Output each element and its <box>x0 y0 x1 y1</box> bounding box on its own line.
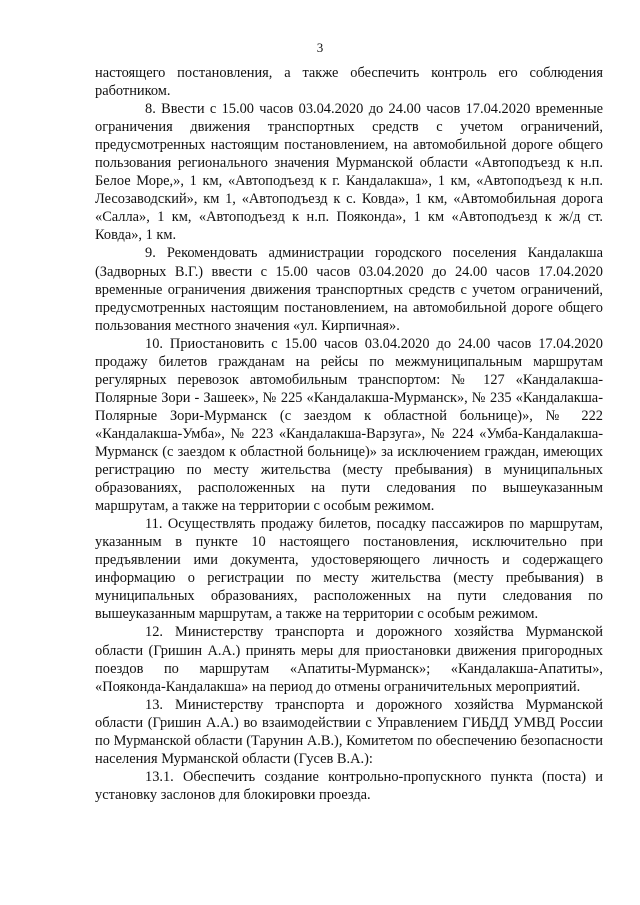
paragraph-10: 10. Приостановить с 15.00 часов 03.04.2020 до 24.00 часов 17.04.2020 продажу билетов гражданам на рейсы по межмуниципальным маршрутам регулярных перевозок автомобильным транспортом: № 127 «Кандалакша-Полярные Зори - Зашеек», № 225 «Кандалакша-Мурманск», № 235 «Кандалакша-Полярные Зори-Мурманск (с заездом к областной больнице)», № 222 «Кандалакша-Умба», № 223 «Кандалакша-Варзуга», № 224 «Умба-Кандалакша-Мурманск (с заездом к областной больнице)» за исключением граждан, имеющих регистрацию по месту жительства (месту пребывания) в муниципальных образованиях, расположенных на пути следования по вышеуказанным маршрутам, а также на территории с особым режимом. <box>95 335 603 515</box>
paragraph-12: 12. Министерству транспорта и дорожного хозяйства Мурманской области (Гришин А.А.) принять меры для приостановки движения пригородных поездов по маршрутам «Апатиты-Мурманск»; «Кандалакша-Апатиты», «Пояконда-Кандалакша» на период до отмены ограничительных мероприятий. <box>95 624 603 695</box>
paragraph-continuation: настоящего постановления, а также обеспечить контроль его соблюдения работником. <box>95 65 603 100</box>
paragraph-11: 11. Осуществлять продажу билетов, посадку пассажиров по маршрутам, указанным в пункте 10 настоящего постановления, исключительно при предъявлении ими документа, удостоверяющего личность и содержащего информацию о регистрации по месту жительства (месту пребывания) в муниципальных образованиях, расположенных на пути следования по вышеуказанным маршрутам, а также на территории с особым режимом. <box>95 516 603 623</box>
paragraph-8: 8. Ввести с 15.00 часов 03.04.2020 до 24.00 часов 17.04.2020 временные ограничения движения транспортных средств с учетом ограничений, предусмотренных настоящим постановлением, на автомобильной дороге общего пользования регионального значения Мурманской области «Автоподъезд к н.п. Белое Море,», 1 км, «Автоподъезд к г. Кандалакша», 1 км, «Автоподъезд к н.п. Лесозаводский», км 1, «Автоподъезд к с. Ковда», 1 км, «Автомобильная дорога «Салла», 1 км, «Автоподъезд к н.п. Пояконда», 1 км «Автоподъезд к ж/д ст. Ковда», 1 км. <box>95 101 603 244</box>
paragraph-13-1: 13.1. Обеспечить создание контрольно-пропускного пункта (поста) и установку заслонов для блокировки проезда. <box>95 768 603 803</box>
paragraph-9: 9. Рекомендовать администрации городского поселения Кандалакша (Задворных В.Г.) ввести с 15.00 часов 03.04.2020 до 24.00 часов 17.04.2020 временные ограничения движения транспортных средств с учетом ограничений, предусмотренных настоящим постановлением, на автомобильной дороге общего пользования местного значения «ул. Кирпичная». <box>95 245 603 334</box>
paragraph-13: 13. Министерству транспорта и дорожного хозяйства Мурманской области (Гришин А.А.) во взаимодействии с Управлением ГИБДД УМВД России по Мурманской области (Тарунин А.В.), Комитетом по обеспечению безопасности населения Мурманской области (Гусев В.А.): <box>95 696 603 767</box>
page-number: 3 <box>316 40 324 55</box>
document-body <box>95 64 603 804</box>
